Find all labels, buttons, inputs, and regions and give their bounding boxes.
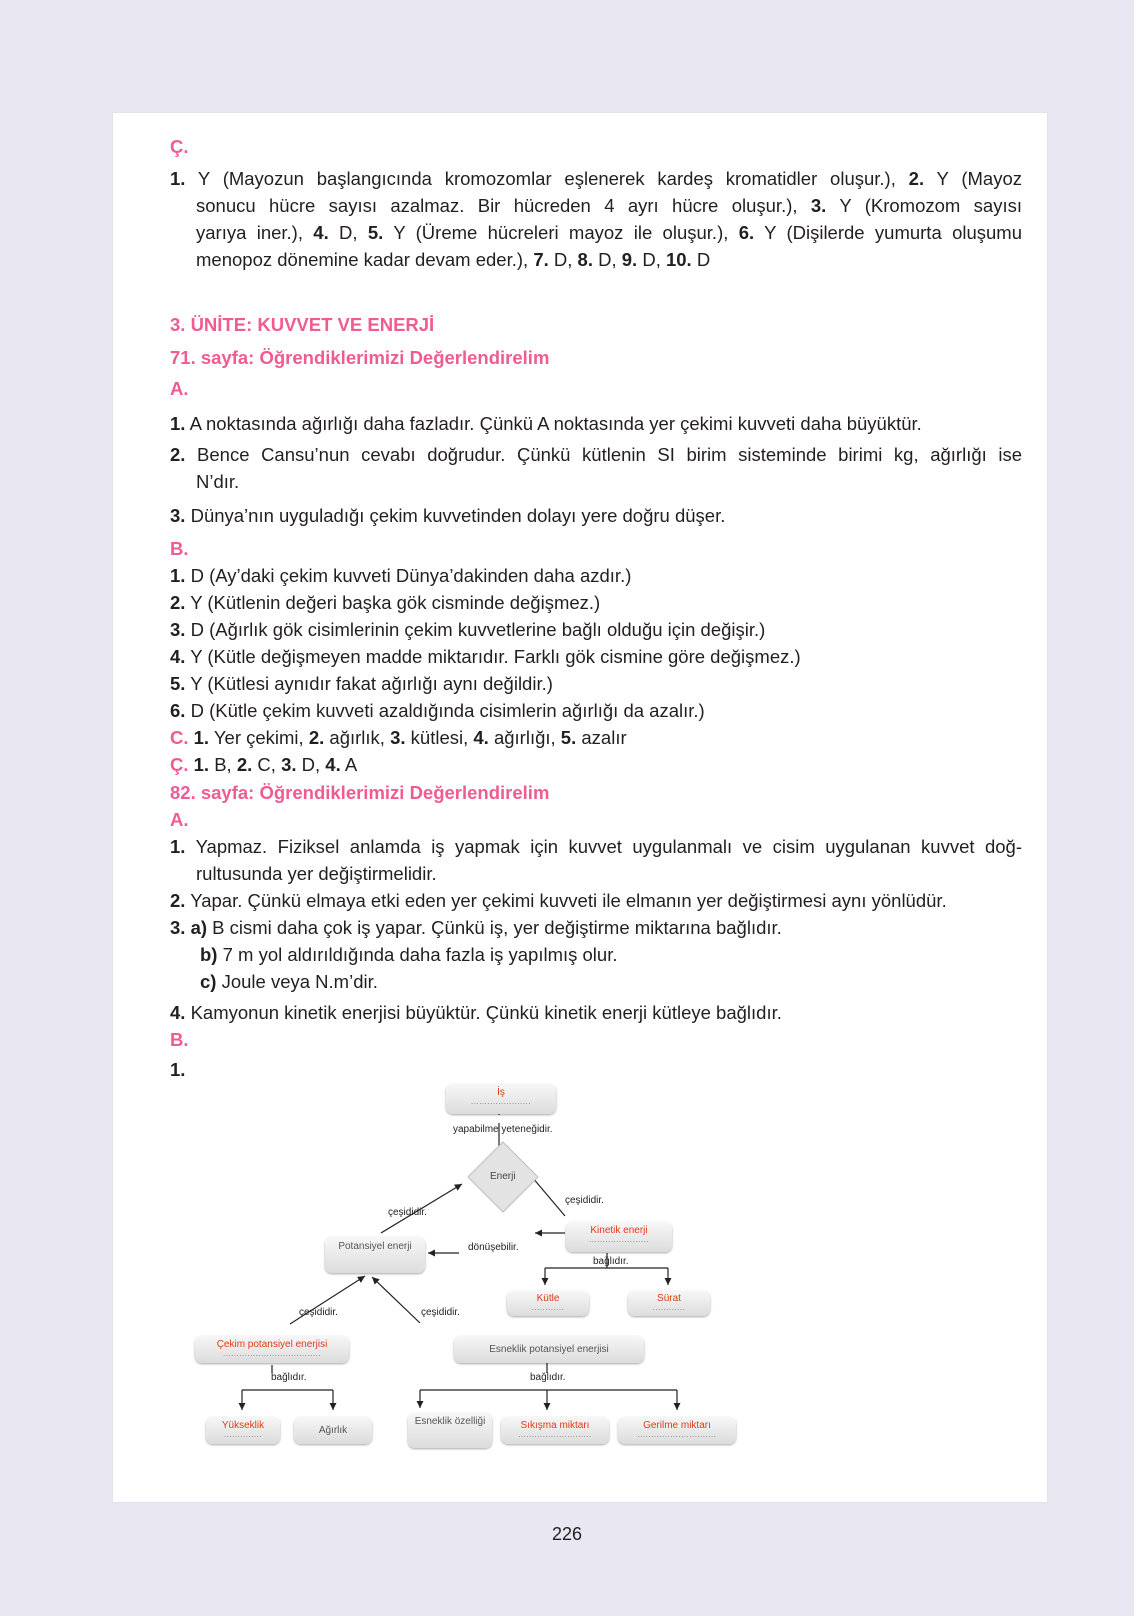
diagram-box-esneklik-ozelligi: Esneklik özelliği [408, 1413, 492, 1448]
label-bagli-cekim: bağlıdır. [271, 1372, 307, 1383]
diagram-box-cekim-potansiyel: Çekim potansiyel enerjisi .................................... [195, 1336, 349, 1363]
answer-82-b1-number: 1. [170, 1059, 186, 1080]
answer-c-row: C. 1. Yer çekimi, 2. ağırlık, 3. kütlesi, 4. ağırlığı, 5. azalır [170, 727, 627, 748]
section-heading-b2: B. [170, 1029, 189, 1050]
label-bagli-kinetik: bağlıdır. [593, 1256, 629, 1267]
answer-82-a4: 4. Kamyonun kinetik enerjisi büyüktür. Çünkü kinetik enerji kütleye bağlıdır. [170, 1002, 782, 1023]
diagram-box-gerilme: Gerilme miktarı ............................. [618, 1417, 736, 1444]
answer-b4: 4. Y (Kütle değişmeyen madde miktarıdır. Farklı gök cismine göre değişmez.) [170, 646, 801, 667]
answer-82-a1: 1. Yapmaz. Fiziksel anlamda iş yapmak için kuvvet uygulanmalı ve cisim uygulanan kuvvet doğ- [170, 836, 1022, 857]
answer-a2: 2. Bence Cansu’nun cevabı doğrudur. Çünkü kütlenin SI birim sisteminde birimi kg, ağırlığı ise [170, 444, 1022, 465]
diagram-box-potansiyel: Potansiyel enerji [325, 1237, 425, 1273]
unit-title: 3. ÜNİTE: KUVVET VE ENERJİ [170, 314, 435, 335]
section-heading-a2: A. [170, 809, 189, 830]
answer-cc-row: Ç. 1. B, 2. C, 3. D, 4. A [170, 754, 358, 775]
diagram-box-agirlik: Ağırlık [294, 1417, 372, 1444]
section-heading-a: A. [170, 378, 189, 399]
answer-82-a3b: b) 7 m yol aldırıldığında daha fazla iş yapılmış olur. [200, 944, 618, 965]
answer-a1: 1. A noktasında ağırlığı daha fazladır. Çünkü A noktasında yer çekimi kuvveti daha büyüktür. [170, 413, 922, 434]
answer-82-a3c: c) Joule veya N.m’dir. [200, 971, 378, 992]
diagram-node-enerji: Enerji [490, 1171, 516, 1182]
page71-title: 71. sayfa: Öğrendiklerimizi Değerlendirelim [170, 347, 550, 368]
diagram-box-yukseklik: Yükseklik .............. [206, 1417, 280, 1444]
page82-title: 82. sayfa: Öğrendiklerimizi Değerlendirelim [170, 782, 550, 803]
label-yapabilme: yapabilme yeteneğidir. [453, 1124, 553, 1135]
diagram-box-surat: Sürat ............ [628, 1291, 710, 1316]
label-cesididir-right: çeşididir. [565, 1195, 604, 1206]
diagram-box-kutle: Kütle ............ [507, 1291, 589, 1316]
page-number: 226 [551, 1524, 583, 1544]
answer-a2-cont: N’dır. [196, 471, 240, 492]
answer-82-a2: 2. Yapar. Çünkü elmaya etki eden yer çekimi kuvveti ile elmanın yer değiştirmesi aynı yönlüdür. [170, 890, 947, 911]
answer-b3: 3. D (Ağırlık gök cisimlerinin çekim kuvvetlerine bağlı olduğu için değişir.) [170, 619, 766, 640]
label-cesididir-pl: çeşididir. [299, 1307, 338, 1318]
answer-b1: 1. D (Ay’daki çekim kuvveti Dünya’dakinden daha azdır.) [170, 565, 632, 586]
answer-line: yarıya iner.), 4. D, 5. Y (Üreme hücreleri mayoz ile oluşur.), 6. Y (Dişilerde yumurta oluşumu [196, 222, 1022, 243]
diagram-box-esneklik-potansiyel: Esneklik potansiyel enerjisi [454, 1336, 644, 1363]
diagram-box-sikisma: Sıkışma miktarı ........................... [501, 1417, 609, 1444]
answer-line: menopoz dönemine kadar devam eder.), 7. D, 8. D, 9. D, 10. D [196, 249, 711, 270]
label-cesididir-left: çeşididir. [388, 1207, 427, 1218]
answer-b2: 2. Y (Kütlenin değeri başka gök cisminde değişmez.) [170, 592, 601, 613]
label-bagli-esneklik: bağlıdır. [530, 1372, 566, 1383]
answer-b5: 5. Y (Kütlesi aynıdır fakat ağırlığı aynı değildir.) [170, 673, 553, 694]
answer-a3: 3. Dünya’nın uyguladığı çekim kuvvetinden dolayı yere doğru düşer. [170, 505, 726, 526]
section-heading-b: B. [170, 538, 189, 559]
label-cesididir-pr: çeşididir. [421, 1307, 460, 1318]
diagram-box-is: İş ...................... [446, 1084, 556, 1114]
label-donusebilir: dönüşebilir. [468, 1242, 519, 1253]
diagram-box-kinetik: Kinetik enerji ...................... [566, 1222, 672, 1252]
answer-line: sonucu hücre sayısı azalmaz. Bir hücreden 4 ayrı hücre oluşur.), 3. Y (Kromozom sayısı [196, 195, 1022, 216]
answer-82-a1-cont: rultusunda yer değiştirmelidir. [196, 863, 437, 884]
answer-82-a3: 3. a) B cismi daha çok iş yapar. Çünkü iş, yer değiştirme miktarına bağlıdır. [170, 917, 782, 938]
answer-line: 1. Y (Mayozun başlangıcında kromozomlar eşlenerek kardeş kromatidler oluşur.), 2. Y (Mayoz [170, 168, 1023, 189]
answer-b6: 6. D (Kütle çekim kuvveti azaldığında cisimlerin ağırlığı da azalır.) [170, 700, 705, 721]
section-heading-c-cedilla: Ç. [170, 136, 189, 157]
